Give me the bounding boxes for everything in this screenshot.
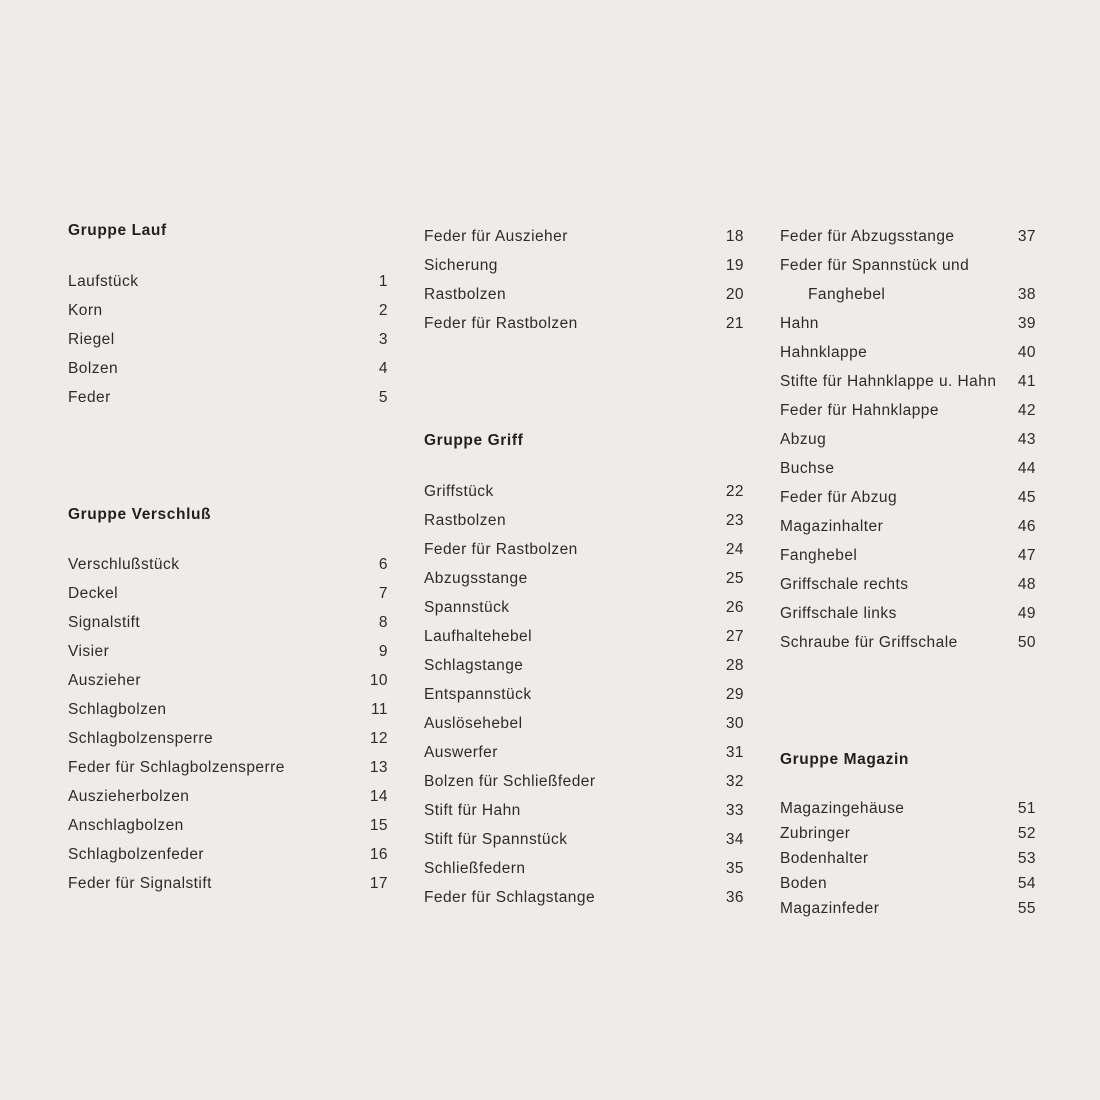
part-number: 34 xyxy=(725,830,744,848)
parts-group-magazin xyxy=(780,751,1036,921)
list-item xyxy=(780,541,1036,570)
part-name-line2: Fanghebel xyxy=(808,286,886,303)
list-item xyxy=(424,738,744,767)
part-name: Schließfedern xyxy=(424,859,526,877)
part-name: Bodenhalter xyxy=(780,849,869,867)
part-name: Schlagbolzensperre xyxy=(68,730,214,748)
part-number: 25 xyxy=(725,569,744,587)
part-number: 31 xyxy=(725,743,744,761)
list-item xyxy=(68,579,388,608)
part-number: 1 xyxy=(378,272,388,290)
list-item xyxy=(780,896,1036,921)
list-item xyxy=(68,608,388,637)
part-number: 45 xyxy=(1017,489,1036,506)
list-item xyxy=(780,512,1036,541)
list-item xyxy=(68,724,388,753)
list-item xyxy=(68,325,388,354)
list-item xyxy=(424,854,744,883)
part-name: Entspannstück xyxy=(424,685,532,703)
list-item xyxy=(780,599,1036,628)
part-number: 42 xyxy=(1017,402,1036,419)
list-item xyxy=(780,454,1036,483)
part-number: 16 xyxy=(369,846,388,864)
part-name: Feder für Abzugsstange xyxy=(780,228,955,245)
part-number: 33 xyxy=(725,801,744,819)
group-title-verschluss: Gruppe Verschluß xyxy=(68,505,212,523)
list-item xyxy=(424,309,744,338)
parts-group-griff-continued xyxy=(780,222,1036,657)
part-name-line1: Feder für Spannstück und xyxy=(780,257,970,274)
list-item xyxy=(780,871,1036,896)
list-item xyxy=(780,338,1036,367)
part-number: 7 xyxy=(378,585,388,603)
part-name: Verschlußstück xyxy=(68,556,180,574)
part-name: Magazingehäuse xyxy=(780,799,905,817)
part-name: Feder für Schlagbolzensperre xyxy=(68,759,285,777)
part-name: Buchse xyxy=(780,460,835,477)
list-item xyxy=(68,550,388,579)
list-item xyxy=(780,796,1036,821)
group-title-griff: Gruppe Griff xyxy=(424,432,524,449)
part-name: Bolzen xyxy=(68,359,119,377)
parts-column-2 xyxy=(424,222,780,912)
list-item xyxy=(424,709,744,738)
part-name: Sicherung xyxy=(424,257,498,274)
part-name: Griffschale links xyxy=(780,605,897,622)
part-name: Rastbolzen xyxy=(424,511,507,529)
part-name: Spannstück xyxy=(424,598,510,616)
part-name: Feder für Rastbolzen xyxy=(424,315,578,332)
part-name: Korn xyxy=(68,301,103,319)
list-item xyxy=(780,628,1036,657)
part-number: 8 xyxy=(378,614,388,632)
part-name: Anschlagbolzen xyxy=(68,817,184,835)
list-item xyxy=(68,695,388,724)
part-number: 18 xyxy=(725,228,744,245)
part-number: 47 xyxy=(1017,547,1036,564)
group-spacer xyxy=(424,388,744,432)
part-number: 11 xyxy=(371,701,388,719)
part-number: 55 xyxy=(1017,899,1036,917)
part-name: Feder für Auszieher xyxy=(424,228,568,245)
part-number: 29 xyxy=(725,685,744,703)
list-item xyxy=(424,280,744,309)
list-item xyxy=(68,383,388,412)
part-number: 3 xyxy=(378,330,388,348)
list-item xyxy=(780,483,1036,512)
part-name: Laufhaltehebel xyxy=(424,627,533,645)
part-number: 51 xyxy=(1017,799,1036,817)
part-name xyxy=(780,251,1014,309)
part-number: 52 xyxy=(1017,824,1036,842)
list-item xyxy=(68,869,388,898)
part-number: 15 xyxy=(369,817,388,835)
list-item xyxy=(780,222,1036,251)
part-number: 21 xyxy=(725,315,744,332)
list-item xyxy=(424,251,744,280)
part-name: Schlagbolzen xyxy=(68,701,167,719)
part-name: Magazinhalter xyxy=(780,518,884,535)
part-name: Auswerfer xyxy=(424,743,498,761)
part-name: Stift für Spannstück xyxy=(424,830,568,848)
part-name: Feder für Schlagstange xyxy=(424,888,596,906)
part-number: 12 xyxy=(369,730,388,748)
part-name: Riegel xyxy=(68,330,115,348)
list-item xyxy=(424,767,744,796)
part-name: Visier xyxy=(68,643,110,661)
part-name: Stifte für Hahnklappe u. Hahn xyxy=(780,373,997,390)
part-name: Auszieherbolzen xyxy=(68,788,190,806)
list-item xyxy=(424,506,744,535)
part-name: Auslösehebel xyxy=(424,714,523,732)
part-number: 32 xyxy=(725,772,744,790)
part-name: Schlagbolzenfeder xyxy=(68,846,205,864)
list-item xyxy=(68,666,388,695)
list-item xyxy=(68,267,388,296)
part-number: 36 xyxy=(725,888,744,906)
list-item xyxy=(780,309,1036,338)
part-number: 14 xyxy=(369,788,388,806)
part-number: 40 xyxy=(1017,344,1036,361)
part-name: Laufstück xyxy=(68,272,139,290)
part-number: 48 xyxy=(1017,576,1036,593)
part-number: 10 xyxy=(369,672,388,690)
parts-group-griff xyxy=(424,432,744,912)
part-number: 38 xyxy=(1017,286,1036,303)
list-item xyxy=(424,622,744,651)
list-item xyxy=(68,637,388,666)
part-name: Feder für Hahnklappe xyxy=(780,402,939,419)
part-number: 46 xyxy=(1017,518,1036,535)
part-number: 4 xyxy=(378,359,388,377)
list-item xyxy=(780,367,1036,396)
part-number: 41 xyxy=(1017,373,1036,390)
list-item xyxy=(424,680,744,709)
part-name: Hahn xyxy=(780,315,819,332)
part-name: Signalstift xyxy=(68,614,141,632)
part-number: 44 xyxy=(1017,460,1036,477)
part-name: Griffschale rechts xyxy=(780,576,909,593)
list-item xyxy=(424,825,744,854)
part-number: 54 xyxy=(1017,874,1036,892)
part-number: 5 xyxy=(378,388,388,406)
list-item xyxy=(780,425,1036,454)
part-name: Feder für Rastbolzen xyxy=(424,540,578,558)
part-number: 24 xyxy=(725,540,744,558)
list-item xyxy=(424,883,744,912)
group-spacer xyxy=(780,707,1036,751)
part-number: 39 xyxy=(1017,315,1036,332)
part-number: 6 xyxy=(378,556,388,574)
part-number: 35 xyxy=(725,859,744,877)
list-item xyxy=(424,222,744,251)
part-name: Bolzen für Schließfeder xyxy=(424,772,596,790)
parts-column-1 xyxy=(68,222,424,898)
part-name: Stift für Hahn xyxy=(424,801,521,819)
part-number: 49 xyxy=(1017,605,1036,622)
part-number: 50 xyxy=(1017,634,1036,651)
part-name: Abzugsstange xyxy=(424,569,528,587)
part-number: 17 xyxy=(369,875,388,893)
part-name: Fanghebel xyxy=(780,547,858,564)
parts-list-columns xyxy=(68,222,1036,921)
part-name: Feder für Signalstift xyxy=(68,875,212,893)
group-spacer xyxy=(68,462,388,506)
part-number: 27 xyxy=(725,627,744,645)
part-name: Zubringer xyxy=(780,824,851,842)
list-item xyxy=(424,564,744,593)
list-item xyxy=(424,535,744,564)
part-number: 22 xyxy=(725,482,744,500)
list-item xyxy=(68,811,388,840)
parts-group-verschluss-continued xyxy=(424,222,744,338)
part-number: 19 xyxy=(725,257,744,274)
part-name: Schlagstange xyxy=(424,656,524,674)
list-item xyxy=(68,753,388,782)
part-name: Rastbolzen xyxy=(424,286,507,303)
part-number: 37 xyxy=(1017,228,1036,245)
list-item xyxy=(424,796,744,825)
part-number: 28 xyxy=(725,656,744,674)
list-item xyxy=(68,296,388,325)
list-item xyxy=(780,821,1036,846)
part-name: Magazinfeder xyxy=(780,899,880,917)
part-number: 23 xyxy=(725,511,744,529)
list-item xyxy=(68,354,388,383)
part-number: 53 xyxy=(1017,849,1036,867)
part-number: 30 xyxy=(725,714,744,732)
part-name: Hahnklappe xyxy=(780,344,868,361)
part-name: Feder xyxy=(68,388,111,406)
part-name: Feder für Abzug xyxy=(780,489,898,506)
part-name: Abzug xyxy=(780,431,827,448)
part-name: Griffstück xyxy=(424,482,494,500)
list-item xyxy=(780,396,1036,425)
list-item xyxy=(424,593,744,622)
parts-group-verschluss xyxy=(68,506,388,899)
part-number: 20 xyxy=(725,286,744,303)
part-name: Auszieher xyxy=(68,672,141,690)
part-number: 43 xyxy=(1017,431,1036,448)
list-item xyxy=(780,570,1036,599)
part-name: Boden xyxy=(780,874,828,892)
group-title-lauf: Gruppe Lauf xyxy=(68,222,167,239)
list-item xyxy=(68,782,388,811)
list-item xyxy=(424,477,744,506)
list-item xyxy=(780,251,1036,309)
part-name: Schraube für Griffschale xyxy=(780,634,958,651)
group-title-magazin: Gruppe Magazin xyxy=(780,751,909,768)
part-number: 13 xyxy=(369,759,388,777)
list-item xyxy=(780,846,1036,871)
list-item xyxy=(68,840,388,869)
part-name: Deckel xyxy=(68,585,119,603)
list-item xyxy=(424,651,744,680)
part-number: 2 xyxy=(378,301,388,319)
parts-group-lauf xyxy=(68,222,388,412)
parts-column-3 xyxy=(780,222,1036,921)
part-number: 26 xyxy=(725,598,744,616)
part-number: 9 xyxy=(378,643,388,661)
